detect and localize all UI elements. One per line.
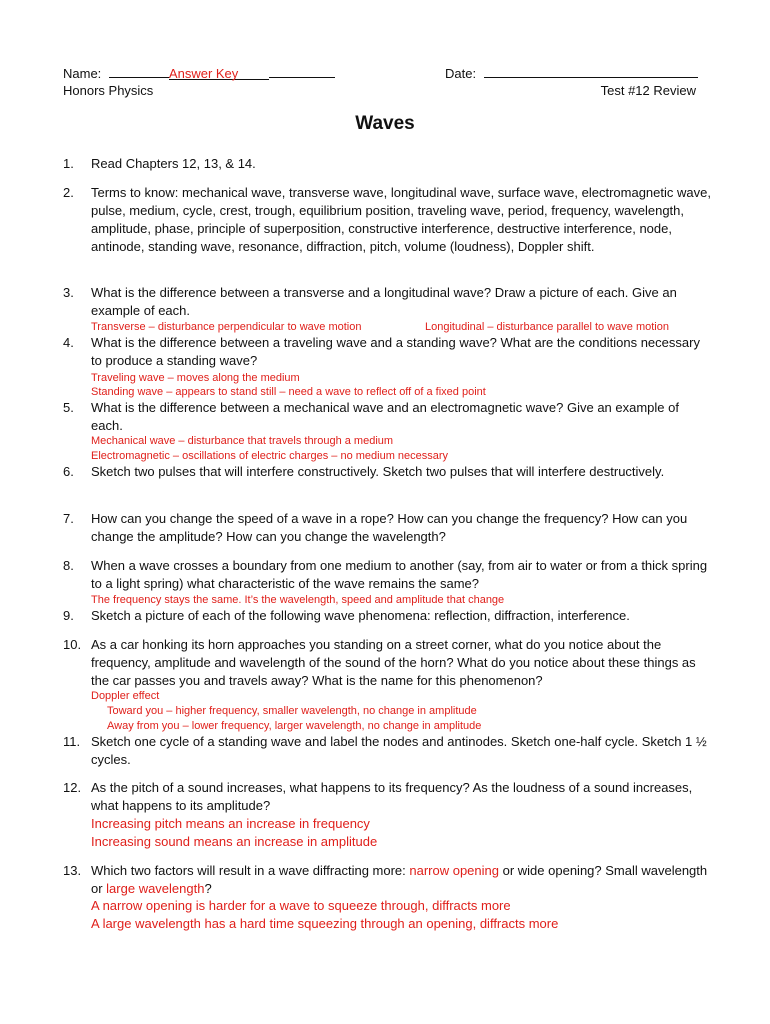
question-4: 4. What is the difference between a traveling wave and a standing wave? What are the conditions necessary to produce a standing wave? [63, 335, 700, 368]
question-13: 13. Which two factors will result in a wave diffracting more: narrow opening or wide opening? Small wavelength or large wavelength? [63, 863, 708, 896]
name-line [63, 63, 335, 83]
name-underline-left [109, 63, 169, 78]
answer-3-longitudinal: Longitudinal – disturbance parallel to wave motion [425, 321, 669, 333]
question-1: 1. Read Chapters 12, 13, & 14. [63, 156, 256, 171]
question-10: 10. As a car honking its horn approaches you standing on a street corner, what do you notice about the frequency, amplitude and wavelength of the sound of the horn? What do you notice about these things as the car passes you and travels away? What is the name for this phenomenon? [63, 637, 696, 688]
answer-8: The frequency stays the same. It’s the wavelength, speed and amplitude that change [91, 594, 505, 606]
answer-10-toward: Toward you – higher frequency, smaller wavelength, no change in amplitude [107, 705, 477, 717]
course-name: Honors Physics [63, 83, 154, 98]
name-label: Name: [63, 66, 102, 81]
answer-4-standing: Standing wave – appears to stand still – need a wave to reflect off of a fixed point [91, 386, 486, 398]
answer-10-title: Doppler effect [91, 690, 160, 702]
highlight-large-wavelength: large wavelength [106, 881, 205, 896]
name-underline-right [269, 63, 335, 78]
highlight-narrow-opening: narrow opening [409, 863, 499, 878]
test-label: Test #12 Review [600, 83, 696, 98]
answer-3-transverse: Transverse – disturbance perpendicular to wave motion [91, 321, 362, 333]
page-title: Waves [355, 113, 415, 134]
question-8: 8. When a wave crosses a boundary from one medium to another (say, from air to water or from a thick spring to a light spring) what characteristic of the wave remains the same? [63, 558, 708, 591]
question-7: 7. How can you change the speed of a wave in a rope? How can you change the frequency? How can you change the amplitude? How can you change the wavelength? [63, 511, 688, 544]
date-line [445, 63, 698, 83]
name-value: Answer Key [169, 65, 269, 80]
answer-4-traveling: Traveling wave – moves along the medium [91, 372, 300, 384]
question-11: 11. Sketch one cycle of a standing wave and label the nodes and antinodes. Sketch one-half cycle. Sketch 1 ½ cycles. [63, 734, 707, 767]
question-6: 6. Sketch two pulses that will interfere constructively. Sketch two pulses that will interfere destructively. [63, 464, 665, 479]
answer-13-wavelength: A large wavelength has a hard time squeezing through an opening, diffracts more [91, 916, 559, 931]
answer-12-loudness: Increasing sound means an increase in amplitude [91, 834, 378, 849]
question-9: 9. Sketch a picture of each of the following wave phenomena: reflection, diffraction, interference. [63, 608, 630, 623]
question-5: 5. What is the difference between a mechanical wave and an electromagnetic wave? Give an example of each. [63, 400, 679, 433]
question-2: 2. Terms to know: mechanical wave, transverse wave, longitudinal wave, surface wave, electromagnetic wave, pulse, medium, cycle, crest, trough, equilibrium position, traveling wave, period, frequency, wavelength, amplitude, phase, principle of superposition, constructive interference, destructive interference, node, antinode, standing wave, resonance, diffraction, pitch, volume (loudness), Doppler shift. [63, 185, 711, 254]
answer-10-away: Away from you – lower frequency, larger wavelength, no change in amplitude [107, 720, 482, 732]
question-12: 12. As the pitch of a sound increases, what happens to its frequency? As the loudness of a sound increases, what happens to its amplitude? [63, 780, 693, 813]
question-3: 3. What is the difference between a transverse and a longitudinal wave? Draw a picture of each. Give an example of each. [63, 285, 677, 318]
date-underline [484, 63, 698, 78]
answer-12-pitch: Increasing pitch means an increase in frequency [91, 816, 370, 831]
answer-13-opening: A narrow opening is harder for a wave to squeeze through, diffracts more [91, 898, 511, 913]
date-label: Date: [445, 66, 477, 81]
answer-5-electromagnetic: Electromagnetic – oscillations of electric charges – no medium necessary [91, 450, 449, 462]
answer-5-mechanical: Mechanical wave – disturbance that travels through a medium [91, 435, 394, 447]
